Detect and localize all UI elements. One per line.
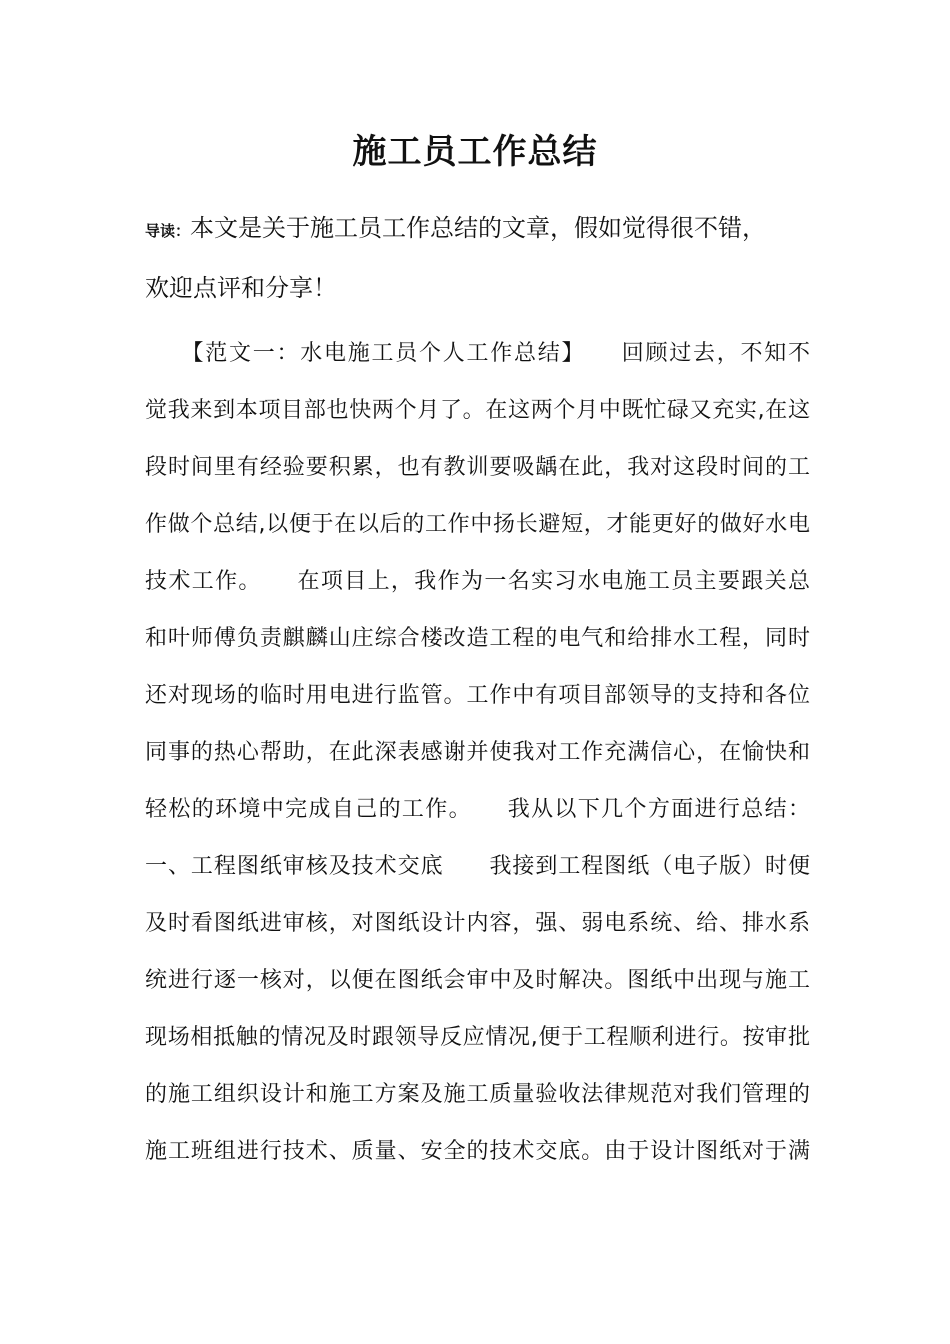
body-line: 段时间里有经验要积累，也有教训要吸龋在此，我对这段时间的工 [145, 455, 810, 480]
body-line: 施工班组进行技术、质量、安全的技术交底。由于设计图纸对于满 [145, 1139, 810, 1164]
intro-line-2: 欢迎点评和分享！ [145, 274, 337, 302]
intro-label: 导读： [145, 222, 191, 240]
intro-paragraph [145, 200, 810, 317]
body-line: 及时看图纸进审核，对图纸设计内容，强、弱电系统、给、排水系 [145, 911, 810, 936]
body-line: 【范文一：水电施工员个人工作总结】 回顾过去，不知不 [145, 341, 810, 366]
body-line: 的施工组织设计和施工方案及施工质量验收法律规范对我们管理的 [145, 1082, 810, 1107]
body-line: 现场相抵触的情况及时跟领导反应情况,便于工程顺利进行。按审批 [145, 1025, 810, 1050]
body-line: 觉我来到本项目部也快两个月了。在这两个月中既忙碌又充实,在这 [145, 398, 810, 423]
body-line: 作做个总结,以便于在以后的工作中扬长避短，才能更好的做好水电 [145, 512, 810, 537]
document-title: 施工员工作总结 [352, 132, 598, 172]
body-line: 同事的热心帮助，在此深表感谢并使我对工作充满信心，在愉快和 [145, 740, 810, 765]
body-line: 统进行逐一核对，以便在图纸会审中及时解决。图纸中出现与施工 [145, 968, 810, 993]
body-line: 和叶师傅负责麒麟山庄综合楼改造工程的电气和给排水工程，同时 [145, 626, 810, 651]
body-line: 技术工作。 在项目上，我作为一名实习水电施工员主要跟关总 [145, 569, 810, 594]
body-line: 轻松的环境中完成自己的工作。 我从以下几个方面进行总结： [145, 797, 810, 822]
body-line: 还对现场的临时用电进行监管。工作中有项目部领导的支持和各位 [145, 683, 810, 708]
body-text [145, 325, 810, 1180]
intro-text-1: 本文是关于施工员工作总结的文章，假如觉得很不错， [190, 214, 767, 242]
body-line: 一、工程图纸审核及技术交底 我接到工程图纸（电子版）时便 [145, 854, 810, 879]
intro-line-1 [145, 200, 810, 260]
